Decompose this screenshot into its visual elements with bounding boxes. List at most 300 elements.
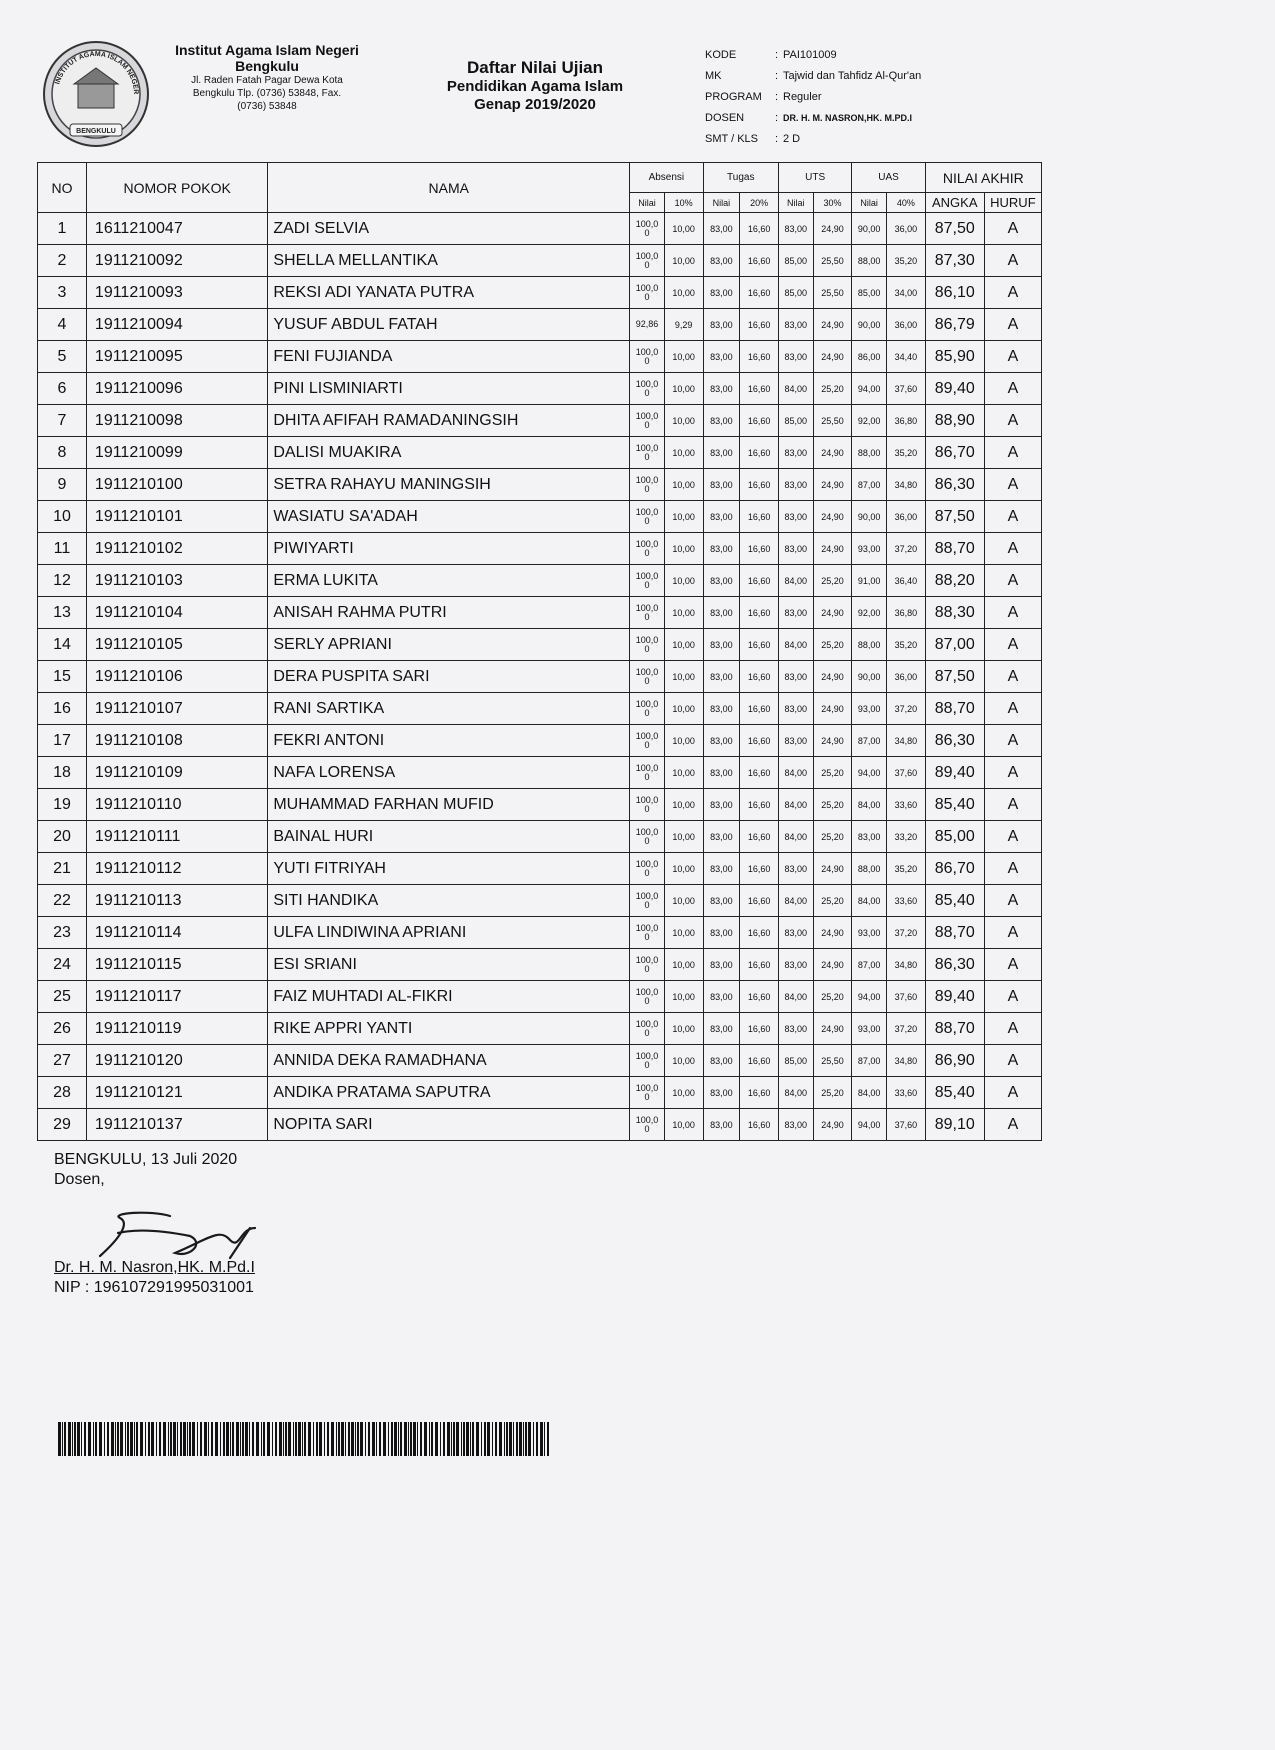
cell-tugas-nilai: 83,00	[703, 565, 740, 597]
cell-tugas-20: 16,60	[740, 437, 779, 469]
cell-no: 15	[38, 661, 87, 693]
cell-nim: 1911210109	[86, 757, 267, 789]
cell-no: 23	[38, 917, 87, 949]
cell-nim: 1911210117	[86, 981, 267, 1013]
signer-nip: NIP : 196107291995031001	[54, 1279, 254, 1296]
cell-uas-nilai: 94,00	[852, 981, 887, 1013]
cell-absensi-10: 10,00	[664, 725, 703, 757]
table-row	[38, 597, 1042, 629]
cell-tugas-20: 16,60	[740, 373, 779, 405]
cell-uas-nilai: 93,00	[852, 1013, 887, 1045]
cell-absensi-nilai: 100,0 0	[630, 853, 665, 885]
cell-uas-40: 36,00	[886, 309, 925, 341]
cell-nim: 1911210107	[86, 693, 267, 725]
cell-nama: ULFA LINDIWINA APRIANI	[268, 917, 630, 949]
cell-angka: 85,40	[925, 1077, 984, 1109]
cell-huruf: A	[984, 309, 1041, 341]
grades-table	[37, 162, 1042, 1141]
cell-nim: 1911210101	[86, 501, 267, 533]
cell-uas-40: 34,00	[886, 277, 925, 309]
cell-absensi-nilai: 100,0 0	[630, 789, 665, 821]
cell-uas-nilai: 87,00	[852, 949, 887, 981]
cell-tugas-20: 16,60	[740, 213, 779, 245]
cell-angka: 87,00	[925, 629, 984, 661]
cell-uas-40: 36,40	[886, 565, 925, 597]
cell-uas-nilai: 87,00	[852, 1045, 887, 1077]
cell-uas-nilai: 84,00	[852, 885, 887, 917]
cell-uas-40: 37,20	[886, 693, 925, 725]
cell-angka: 86,79	[925, 309, 984, 341]
cell-huruf: A	[984, 661, 1041, 693]
cell-no: 5	[38, 341, 87, 373]
cell-absensi-nilai: 100,0 0	[630, 1109, 665, 1141]
meta-sep: :	[775, 111, 779, 124]
table-row	[38, 1109, 1042, 1141]
cell-nama: SHELLA MELLANTIKA	[268, 245, 630, 277]
cell-uts-nilai: 83,00	[778, 853, 813, 885]
cell-no: 19	[38, 789, 87, 821]
cell-tugas-nilai: 83,00	[703, 725, 740, 757]
cell-no: 10	[38, 501, 87, 533]
cell-nama: YUSUF ABDUL FATAH	[268, 309, 630, 341]
cell-no: 4	[38, 309, 87, 341]
cell-uas-40: 33,20	[886, 821, 925, 853]
cell-no: 17	[38, 725, 87, 757]
cell-angka: 86,30	[925, 469, 984, 501]
table-row	[38, 1045, 1042, 1077]
cell-absensi-nilai: 100,0 0	[630, 501, 665, 533]
cell-absensi-10: 9,29	[664, 309, 703, 341]
cell-angka: 88,30	[925, 597, 984, 629]
cell-uts-nilai: 85,00	[778, 1045, 813, 1077]
cell-absensi-10: 10,00	[664, 693, 703, 725]
meta-sep: :	[775, 48, 779, 61]
cell-nama: ESI SRIANI	[268, 949, 630, 981]
cell-huruf: A	[984, 693, 1041, 725]
meta-row-dosen	[705, 107, 921, 128]
cell-tugas-nilai: 83,00	[703, 757, 740, 789]
cell-tugas-20: 16,60	[740, 405, 779, 437]
cell-absensi-10: 10,00	[664, 373, 703, 405]
cell-angka: 85,00	[925, 821, 984, 853]
table-row	[38, 1077, 1042, 1109]
cell-tugas-20: 16,60	[740, 885, 779, 917]
cell-uts-nilai: 84,00	[778, 565, 813, 597]
col-nim: NOMOR POKOK	[86, 163, 267, 213]
cell-nama: ANDIKA PRATAMA SAPUTRA	[268, 1077, 630, 1109]
table-row	[38, 693, 1042, 725]
cell-tugas-nilai: 83,00	[703, 373, 740, 405]
cell-uts-nilai: 83,00	[778, 533, 813, 565]
cell-angka: 86,10	[925, 277, 984, 309]
cell-nim: 1911210099	[86, 437, 267, 469]
meta-row-smt	[705, 128, 921, 149]
cell-nim: 1911210114	[86, 917, 267, 949]
cell-huruf: A	[984, 1045, 1041, 1077]
table-row	[38, 1013, 1042, 1045]
cell-tugas-20: 16,60	[740, 693, 779, 725]
cell-nim: 1911210095	[86, 341, 267, 373]
cell-uts-30: 24,90	[813, 949, 852, 981]
cell-no: 18	[38, 757, 87, 789]
cell-uts-nilai: 83,00	[778, 213, 813, 245]
cell-uas-40: 34,80	[886, 725, 925, 757]
cell-tugas-20: 16,60	[740, 277, 779, 309]
cell-uas-40: 35,20	[886, 437, 925, 469]
table-row	[38, 245, 1042, 277]
cell-uts-nilai: 83,00	[778, 661, 813, 693]
col-absensi: Absensi	[630, 163, 703, 193]
cell-absensi-10: 10,00	[664, 405, 703, 437]
cell-nama: MUHAMMAD FARHAN MUFID	[268, 789, 630, 821]
table-row	[38, 437, 1042, 469]
cell-uas-nilai: 86,00	[852, 341, 887, 373]
cell-nama: RIKE APPRI YANTI	[268, 1013, 630, 1045]
cell-nama: FAIZ MUHTADI AL-FIKRI	[268, 981, 630, 1013]
cell-no: 9	[38, 469, 87, 501]
cell-absensi-nilai: 100,0 0	[630, 341, 665, 373]
cell-uas-40: 33,60	[886, 789, 925, 821]
cell-uts-30: 25,50	[813, 405, 852, 437]
sub-nilai: Nilai	[703, 193, 740, 213]
table-row	[38, 309, 1042, 341]
cell-angka: 88,70	[925, 693, 984, 725]
cell-uts-30: 24,90	[813, 341, 852, 373]
cell-nama: NOPITA SARI	[268, 1109, 630, 1141]
cell-tugas-20: 16,60	[740, 501, 779, 533]
cell-tugas-20: 16,60	[740, 821, 779, 853]
cell-uts-nilai: 83,00	[778, 597, 813, 629]
cell-nim: 1911210092	[86, 245, 267, 277]
cell-absensi-10: 10,00	[664, 469, 703, 501]
cell-uts-nilai: 83,00	[778, 949, 813, 981]
cell-uts-nilai: 85,00	[778, 405, 813, 437]
cell-uas-nilai: 91,00	[852, 565, 887, 597]
table-row	[38, 565, 1042, 597]
cell-absensi-10: 10,00	[664, 981, 703, 1013]
cell-uas-nilai: 88,00	[852, 853, 887, 885]
cell-uas-nilai: 92,00	[852, 405, 887, 437]
cell-nama: YUTI FITRIYAH	[268, 853, 630, 885]
cell-tugas-nilai: 83,00	[703, 405, 740, 437]
cell-no: 20	[38, 821, 87, 853]
cell-huruf: A	[984, 629, 1041, 661]
cell-tugas-20: 16,60	[740, 917, 779, 949]
cell-nim: 1911210121	[86, 1077, 267, 1109]
cell-huruf: A	[984, 949, 1041, 981]
cell-angka: 88,90	[925, 405, 984, 437]
cell-angka: 88,70	[925, 533, 984, 565]
cell-angka: 85,40	[925, 789, 984, 821]
cell-uts-30: 25,20	[813, 1077, 852, 1109]
cell-angka: 86,30	[925, 949, 984, 981]
cell-huruf: A	[984, 597, 1041, 629]
cell-absensi-10: 10,00	[664, 533, 703, 565]
cell-tugas-nilai: 83,00	[703, 469, 740, 501]
cell-huruf: A	[984, 501, 1041, 533]
cell-uas-40: 37,60	[886, 757, 925, 789]
cell-uas-nilai: 84,00	[852, 789, 887, 821]
cell-nim: 1911210119	[86, 1013, 267, 1045]
cell-uts-nilai: 83,00	[778, 309, 813, 341]
cell-nim: 1911210120	[86, 1045, 267, 1077]
cell-huruf: A	[984, 245, 1041, 277]
sub-nilai: Nilai	[630, 193, 665, 213]
cell-absensi-10: 10,00	[664, 757, 703, 789]
cell-nim: 1911210112	[86, 853, 267, 885]
cell-huruf: A	[984, 405, 1041, 437]
cell-huruf: A	[984, 341, 1041, 373]
cell-tugas-20: 16,60	[740, 1045, 779, 1077]
cell-nim: 1911210100	[86, 469, 267, 501]
cell-tugas-nilai: 83,00	[703, 501, 740, 533]
cell-absensi-nilai: 100,0 0	[630, 757, 665, 789]
cell-uas-40: 34,80	[886, 1045, 925, 1077]
cell-no: 11	[38, 533, 87, 565]
cell-absensi-nilai: 100,0 0	[630, 437, 665, 469]
cell-uts-nilai: 84,00	[778, 981, 813, 1013]
cell-absensi-nilai: 100,0 0	[630, 1077, 665, 1109]
cell-tugas-nilai: 83,00	[703, 981, 740, 1013]
cell-nama: SETRA RAHAYU MANINGSIH	[268, 469, 630, 501]
cell-nim: 1911210137	[86, 1109, 267, 1141]
cell-absensi-nilai: 100,0 0	[630, 821, 665, 853]
cell-no: 13	[38, 597, 87, 629]
cell-uts-30: 25,20	[813, 373, 852, 405]
sub-20pct: 20%	[740, 193, 779, 213]
cell-angka: 87,30	[925, 245, 984, 277]
cell-uts-nilai: 84,00	[778, 821, 813, 853]
cell-angka: 89,40	[925, 981, 984, 1013]
sub-nilai: Nilai	[778, 193, 813, 213]
cell-no: 12	[38, 565, 87, 597]
cell-uts-30: 25,50	[813, 245, 852, 277]
table-row	[38, 629, 1042, 661]
table-row	[38, 821, 1042, 853]
cell-absensi-10: 10,00	[664, 341, 703, 373]
cell-tugas-nilai: 83,00	[703, 629, 740, 661]
cell-absensi-10: 10,00	[664, 1077, 703, 1109]
cell-uas-nilai: 88,00	[852, 245, 887, 277]
cell-tugas-nilai: 83,00	[703, 437, 740, 469]
cell-uts-nilai: 84,00	[778, 885, 813, 917]
cell-nim: 1911210111	[86, 821, 267, 853]
cell-no: 14	[38, 629, 87, 661]
cell-uas-nilai: 93,00	[852, 693, 887, 725]
cell-nama: DERA PUSPITA SARI	[268, 661, 630, 693]
cell-nama: DHITA AFIFAH RAMADANINGSIH	[268, 405, 630, 437]
sub-10pct: 10%	[664, 193, 703, 213]
sub-30pct: 30%	[813, 193, 852, 213]
seal-top-text: INSTITUT AGAMA ISLAM NEGER	[54, 50, 140, 95]
cell-uts-30: 24,90	[813, 661, 852, 693]
cell-nim: 1611210047	[86, 213, 267, 245]
cell-nim: 1911210093	[86, 277, 267, 309]
cell-nama: SITI HANDIKA	[268, 885, 630, 917]
cell-uts-30: 24,90	[813, 533, 852, 565]
cell-huruf: A	[984, 437, 1041, 469]
cell-uas-nilai: 87,00	[852, 725, 887, 757]
cell-uas-40: 37,60	[886, 373, 925, 405]
cell-uts-30: 24,90	[813, 597, 852, 629]
cell-nama: RANI SARTIKA	[268, 693, 630, 725]
cell-uts-30: 24,90	[813, 1109, 852, 1141]
cell-huruf: A	[984, 1077, 1041, 1109]
institution-name: Institut Agama Islam Negeri	[175, 42, 359, 58]
cell-no: 2	[38, 245, 87, 277]
cell-uas-40: 35,20	[886, 853, 925, 885]
cell-absensi-10: 10,00	[664, 277, 703, 309]
cell-nama: PINI LISMINIARTI	[268, 373, 630, 405]
document-title	[410, 58, 660, 114]
cell-uts-30: 24,90	[813, 213, 852, 245]
cell-absensi-nilai: 100,0 0	[630, 981, 665, 1013]
role-label: Dosen,	[54, 1171, 105, 1188]
cell-tugas-nilai: 83,00	[703, 789, 740, 821]
cell-angka: 86,70	[925, 437, 984, 469]
cell-nim: 1911210094	[86, 309, 267, 341]
cell-tugas-20: 16,60	[740, 725, 779, 757]
institution-phone: Bengkulu Tlp. (0736) 53848, Fax.	[192, 88, 342, 99]
cell-absensi-10: 10,00	[664, 1013, 703, 1045]
meta-value: Tajwid dan Tahfidz Al-Qur'an	[783, 69, 922, 82]
cell-absensi-nilai: 100,0 0	[630, 277, 665, 309]
cell-angka: 87,50	[925, 661, 984, 693]
cell-absensi-10: 10,00	[664, 213, 703, 245]
cell-tugas-nilai: 83,00	[703, 533, 740, 565]
cell-uts-nilai: 83,00	[778, 1109, 813, 1141]
cell-tugas-nilai: 83,00	[703, 309, 740, 341]
cell-nama: ANISAH RAHMA PUTRI	[268, 597, 630, 629]
cell-absensi-nilai: 100,0 0	[630, 245, 665, 277]
cell-absensi-10: 10,00	[664, 661, 703, 693]
cell-no: 25	[38, 981, 87, 1013]
cell-uts-30: 24,90	[813, 853, 852, 885]
cell-uts-30: 24,90	[813, 917, 852, 949]
cell-absensi-10: 10,00	[664, 917, 703, 949]
cell-absensi-10: 10,00	[664, 565, 703, 597]
cell-tugas-nilai: 83,00	[703, 597, 740, 629]
cell-absensi-nilai: 92,86	[630, 309, 665, 341]
cell-angka: 89,40	[925, 757, 984, 789]
cell-tugas-20: 16,60	[740, 533, 779, 565]
cell-angka: 88,70	[925, 1013, 984, 1045]
cell-uts-30: 25,50	[813, 1045, 852, 1077]
cell-angka: 86,70	[925, 853, 984, 885]
sub-40pct: 40%	[886, 193, 925, 213]
cell-uts-nilai: 83,00	[778, 725, 813, 757]
cell-absensi-nilai: 100,0 0	[630, 469, 665, 501]
cell-uts-nilai: 83,00	[778, 501, 813, 533]
table-row	[38, 405, 1042, 437]
meta-value: Reguler	[783, 90, 822, 103]
cell-uas-nilai: 92,00	[852, 597, 887, 629]
cell-absensi-nilai: 100,0 0	[630, 693, 665, 725]
cell-tugas-nilai: 83,00	[703, 853, 740, 885]
cell-tugas-nilai: 83,00	[703, 277, 740, 309]
cell-uts-30: 25,20	[813, 789, 852, 821]
cell-uts-30: 24,90	[813, 469, 852, 501]
cell-nim: 1911210108	[86, 725, 267, 757]
cell-angka: 87,50	[925, 501, 984, 533]
col-no: NO	[38, 163, 87, 213]
cell-absensi-10: 10,00	[664, 629, 703, 661]
cell-absensi-nilai: 100,0 0	[630, 917, 665, 949]
cell-absensi-10: 10,00	[664, 1109, 703, 1141]
cell-angka: 85,90	[925, 341, 984, 373]
barcode-icon	[58, 1422, 552, 1456]
cell-tugas-20: 16,60	[740, 565, 779, 597]
cell-no: 6	[38, 373, 87, 405]
cell-huruf: A	[984, 565, 1041, 597]
cell-uas-nilai: 87,00	[852, 469, 887, 501]
table-row	[38, 885, 1042, 917]
meta-sep: :	[775, 132, 779, 145]
cell-uas-nilai: 90,00	[852, 501, 887, 533]
meta-value: DR. H. M. NASRON,HK. M.PD.I	[783, 112, 913, 123]
cell-huruf: A	[984, 821, 1041, 853]
col-tugas: Tugas	[703, 163, 778, 193]
cell-tugas-20: 16,60	[740, 245, 779, 277]
table-row	[38, 277, 1042, 309]
cell-tugas-20: 16,60	[740, 1013, 779, 1045]
cell-uas-nilai: 93,00	[852, 533, 887, 565]
cell-no: 22	[38, 885, 87, 917]
cell-nama: DALISI MUAKIRA	[268, 437, 630, 469]
title-line-3: Genap 2019/2020	[474, 96, 596, 113]
cell-uas-nilai: 94,00	[852, 757, 887, 789]
cell-huruf: A	[984, 1109, 1041, 1141]
cell-uts-30: 24,90	[813, 501, 852, 533]
cell-uas-40: 33,60	[886, 885, 925, 917]
cell-nim: 1911210113	[86, 885, 267, 917]
cell-absensi-10: 10,00	[664, 853, 703, 885]
cell-uas-40: 37,60	[886, 981, 925, 1013]
cell-tugas-nilai: 83,00	[703, 885, 740, 917]
signer-block	[54, 1258, 255, 1298]
cell-no: 28	[38, 1077, 87, 1109]
cell-uts-nilai: 85,00	[778, 245, 813, 277]
cell-no: 7	[38, 405, 87, 437]
title-line-1: Daftar Nilai Ujian	[466, 58, 604, 77]
cell-uas-40: 35,20	[886, 245, 925, 277]
table-header-row	[38, 163, 1042, 193]
cell-tugas-20: 16,60	[740, 597, 779, 629]
cell-absensi-10: 10,00	[664, 1045, 703, 1077]
cell-nama: FEKRI ANTONI	[268, 725, 630, 757]
cell-nama: BAINAL HURI	[268, 821, 630, 853]
cell-angka: 86,90	[925, 1045, 984, 1077]
cell-absensi-nilai: 100,0 0	[630, 1045, 665, 1077]
seal-bottom-text: BENGKULU	[76, 128, 116, 135]
cell-uts-30: 25,20	[813, 565, 852, 597]
cell-uas-nilai: 90,00	[852, 661, 887, 693]
cell-no: 21	[38, 853, 87, 885]
cell-uts-30: 25,20	[813, 757, 852, 789]
cell-absensi-10: 10,00	[664, 501, 703, 533]
institution-fax: (0736) 53848	[237, 101, 297, 112]
cell-uas-40: 33,60	[886, 1077, 925, 1109]
cell-uts-nilai: 83,00	[778, 469, 813, 501]
cell-nama: ANNIDA DEKA RAMADHANA	[268, 1045, 630, 1077]
cell-uts-30: 25,20	[813, 885, 852, 917]
cell-tugas-20: 16,60	[740, 757, 779, 789]
cell-absensi-nilai: 100,0 0	[630, 597, 665, 629]
table-row	[38, 661, 1042, 693]
cell-uts-nilai: 83,00	[778, 1013, 813, 1045]
cell-nama: FENI FUJIANDA	[268, 341, 630, 373]
cell-uts-nilai: 85,00	[778, 277, 813, 309]
